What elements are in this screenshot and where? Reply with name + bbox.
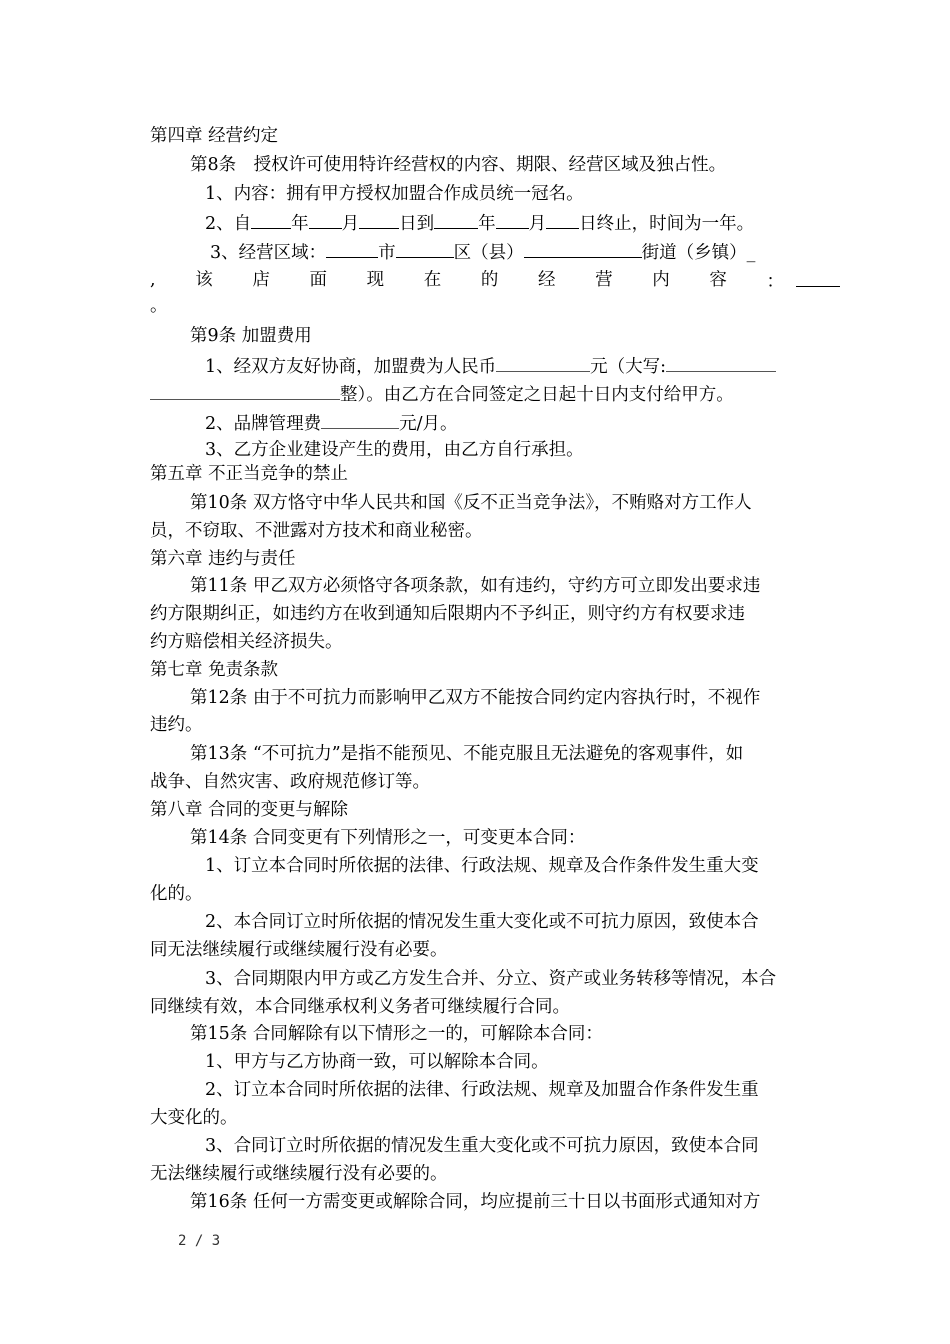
fee-line: 1、经双方友好协商，加盟费为人民币 元（大写: <box>205 353 865 379</box>
chapter-heading: 第五章 不正当竞争的禁止 <box>150 464 349 484</box>
clause-line: 3、乙方企业建设产生的费用，由乙方自行承担。 <box>205 440 584 460</box>
text-line: 违约。 <box>150 715 203 735</box>
brand-fee-line: 2、品牌管理费 元/月。 <box>205 410 865 436</box>
business-content-line: , 该 店 面 现 在 的 经 营 内 容 ： <box>150 268 810 294</box>
text-line: 无法继续履行或继续履行没有必要的。 <box>150 1164 448 1184</box>
article-heading: 第8条 授权许可使用特许经营权的内容、期限、经营区域及独占性。 <box>190 155 727 175</box>
text-line: 约方赔偿相关经济损失。 <box>150 632 343 652</box>
term-line: 2、自 年 月 日到 年 月 日终止，时间为一年。 <box>205 210 865 236</box>
chapter-heading: 第七章 免责条款 <box>150 660 279 680</box>
text-line: 。 <box>150 296 168 316</box>
clause-line: 3、合同期限内甲方或乙方发生合并、分立、资产或业务转移等情况，本合 <box>205 969 777 989</box>
clause-line: 3、合同订立时所依据的情况发生重大变化或不可抗力原因，致使本合同 <box>205 1136 759 1156</box>
article-line: 第16条 任何一方需变更或解除合同，均应提前三十日以书面形式通知对方 <box>190 1192 761 1212</box>
chapter-heading: 第六章 违约与责任 <box>150 549 296 569</box>
page-number: 2 / 3 <box>178 1233 221 1249</box>
chapter-heading: 第八章 合同的变更与解除 <box>150 800 349 820</box>
article-line: 第14条 合同变更有下列情形之一，可变更本合同： <box>190 828 586 848</box>
article-line: 第10条 双方恪守中华人民共和国《反不正当竞争法》，不贿赂对方工作人 <box>190 493 752 513</box>
article-line: 第13条 “不可抗力”是指不能预见、不能克服且无法避免的客观事件，如 <box>190 744 744 764</box>
text-line: 大变化的。 <box>150 1108 238 1128</box>
clause-line: 2、本合同订立时所依据的情况发生重大变化或不可抗力原因，致使本合 <box>205 912 759 932</box>
text-line: 化的。 <box>150 884 203 904</box>
fee-line-cont: 整）。由乙方在合同签定之日起十日内支付给甲方。 <box>150 381 810 407</box>
clause-line: 1、内容：拥有甲方授权加盟合作成员统一冠名。 <box>205 184 584 204</box>
article-heading: 第9条 加盟费用 <box>190 326 312 346</box>
article-line: 第15条 合同解除有以下情形之一的，可解除本合同： <box>190 1024 603 1044</box>
article-line: 第11条 甲乙双方必须恪守各项条款，如有违约，守约方可立即发出要求违 <box>190 576 761 596</box>
text-line: 同无法继续履行或继续履行没有必要。 <box>150 940 448 960</box>
region-line: 3、经营区域： 市 区（县） 街道（乡镇）_ <box>210 239 870 265</box>
text-line: 战争、自然灾害、政府规范修订等。 <box>150 772 430 792</box>
text-line: 约方限期纠正，如违约方在收到通知后限期内不予纠正，则守约方有权要求违 <box>150 604 745 624</box>
article-line: 第12条 由于不可抗力而影响甲乙双方不能按合同约定内容执行时，不视作 <box>190 688 761 708</box>
clause-line: 1、甲方与乙方协商一致，可以解除本合同。 <box>205 1052 549 1072</box>
clause-line: 2、订立本合同时所依据的法律、行政法规、规章及加盟合作条件发生重 <box>205 1080 759 1100</box>
chapter-heading: 第四章 经营约定 <box>150 126 279 146</box>
text-line: 员，不窃取、不泄露对方技术和商业秘密。 <box>150 521 483 541</box>
clause-line: 1、订立本合同时所依据的法律、行政法规、规章及合作条件发生重大变 <box>205 856 759 876</box>
text-line: 同继续有效，本合同继承权利义务者可继续履行合同。 <box>150 997 570 1017</box>
